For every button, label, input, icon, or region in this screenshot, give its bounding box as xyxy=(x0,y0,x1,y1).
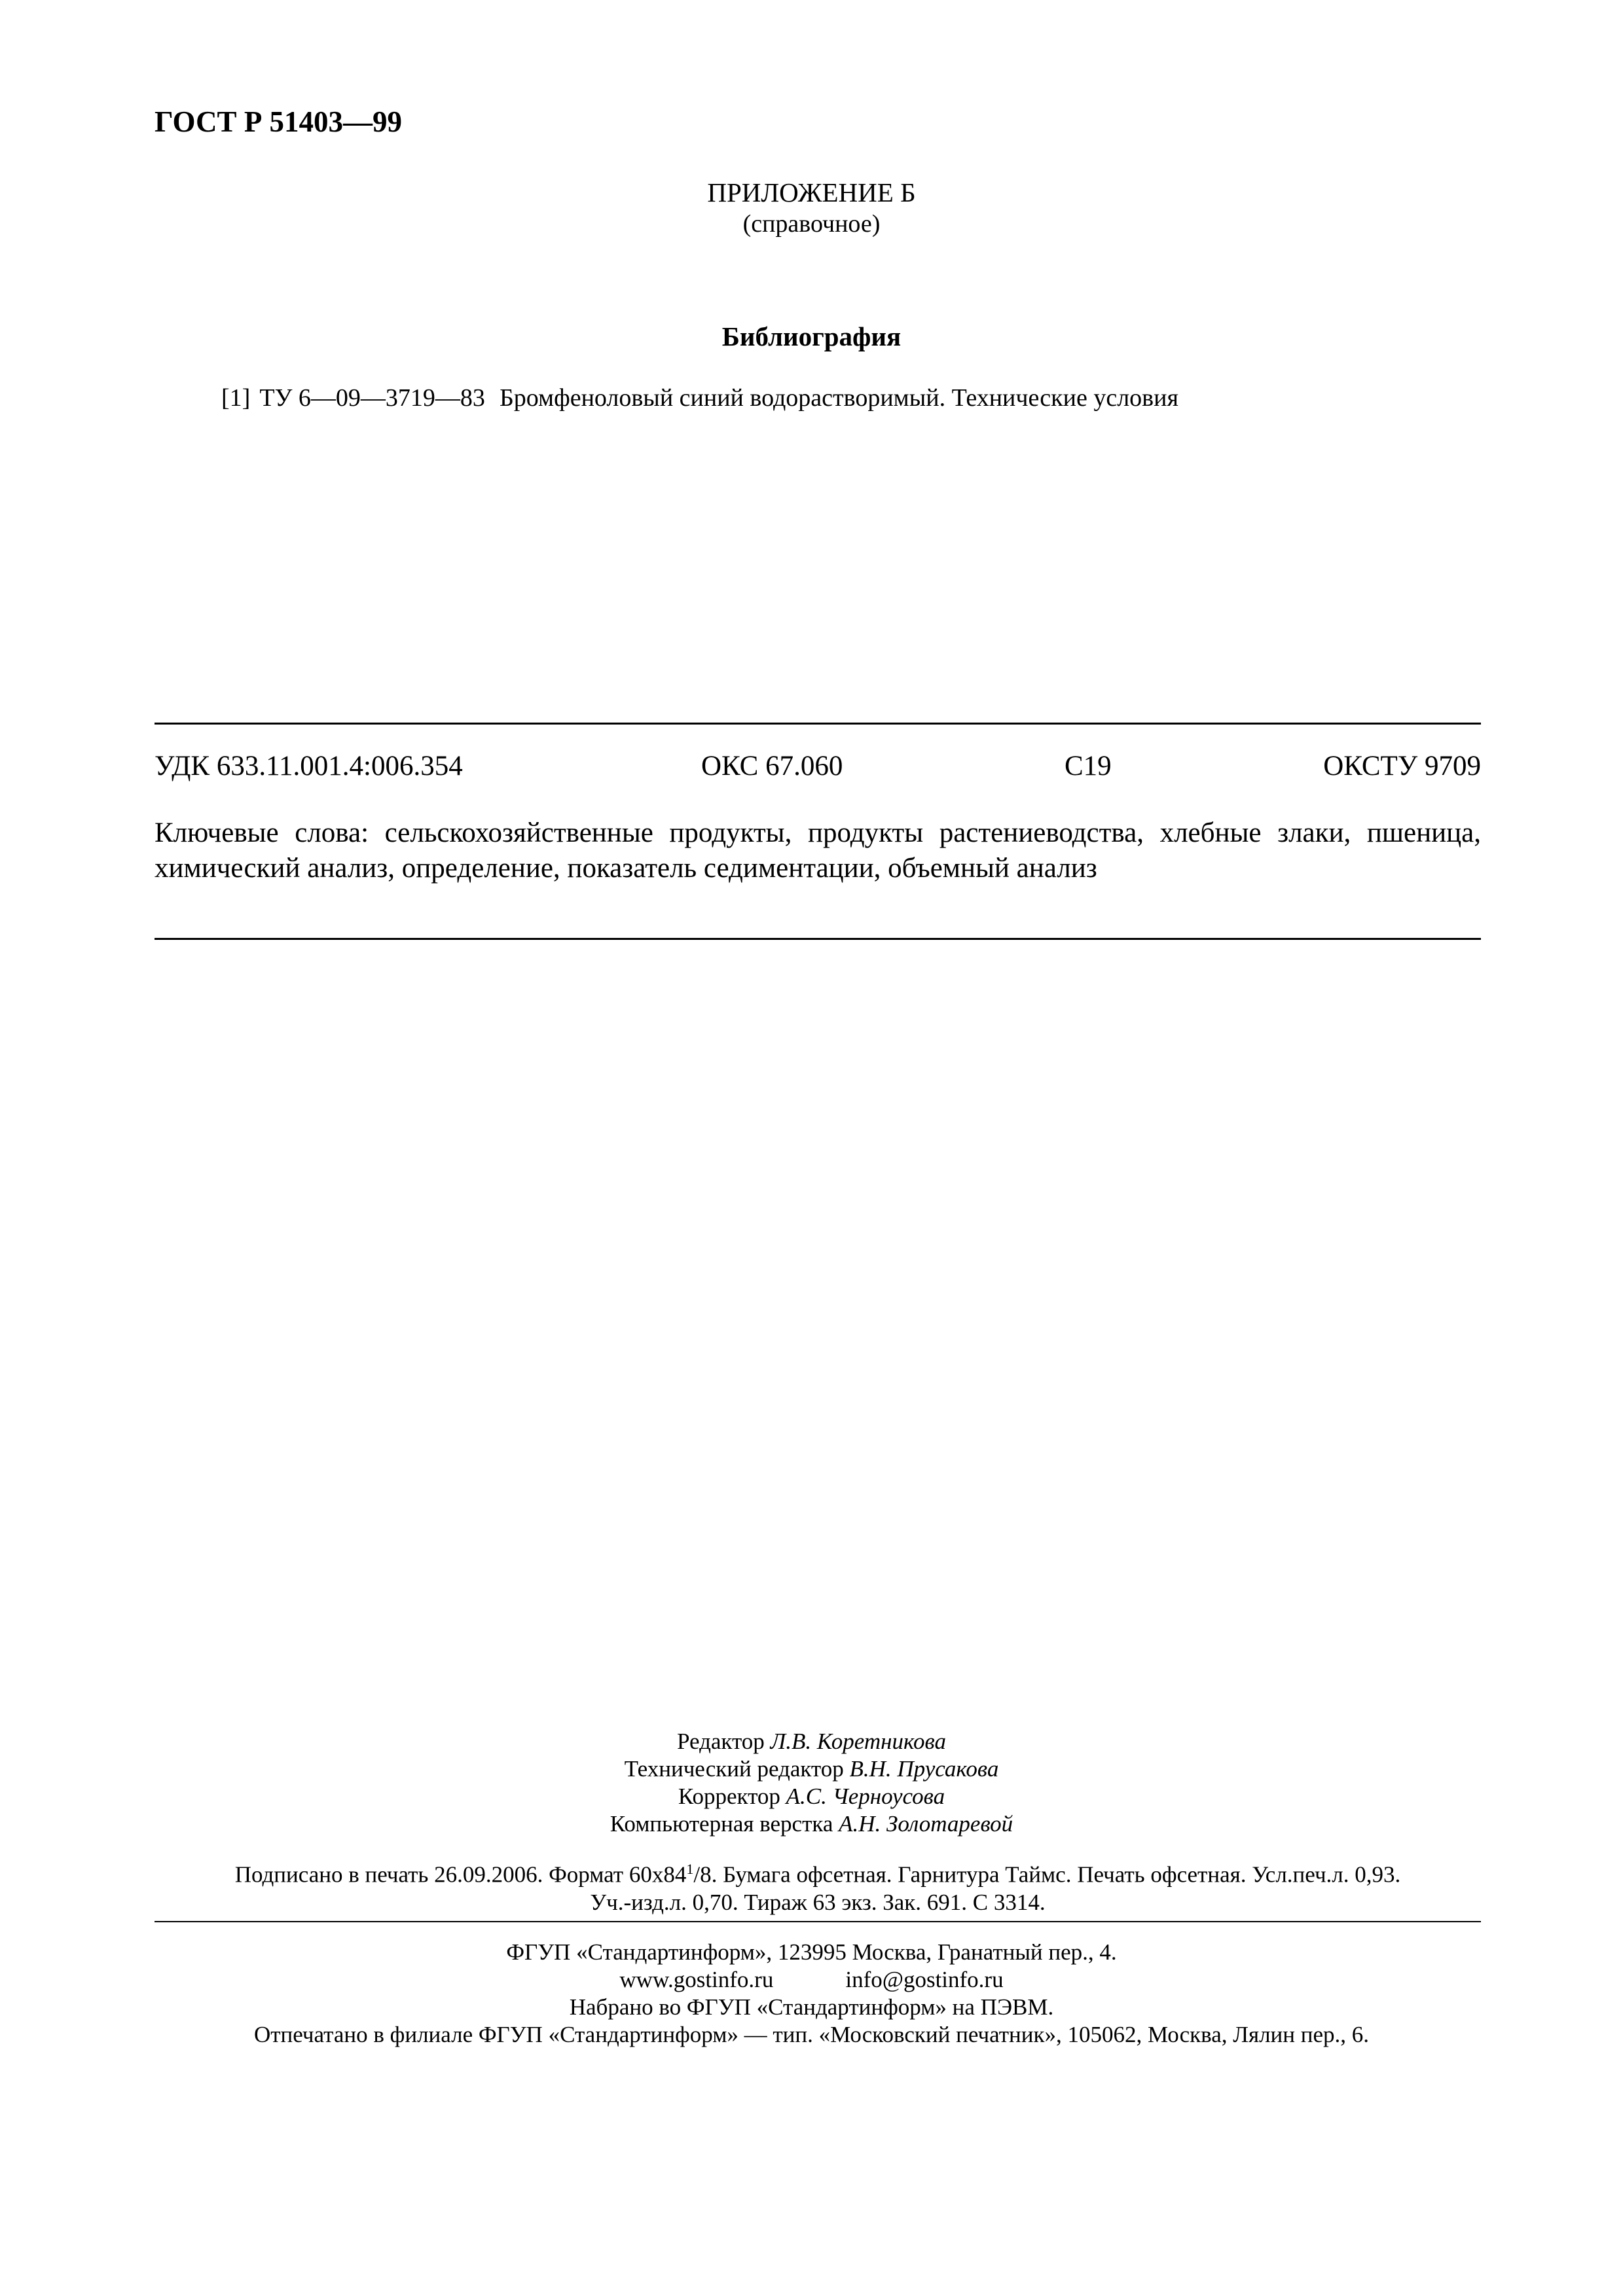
credit-role: Редактор xyxy=(677,1729,765,1754)
credit-role: Корректор xyxy=(678,1784,780,1809)
publisher-contacts xyxy=(0,1966,1623,1994)
credits-block xyxy=(0,1728,1623,1838)
entry-code: ТУ 6—09—3719—83 xyxy=(259,384,485,412)
entry-number: [1] xyxy=(221,384,251,412)
keywords: Ключевые слова: сельскохозяйственные продукты, продукты растениеводства, хлебные злаки, пшеница, химический анализ, определение, показатель седиментации, объемный анализ xyxy=(155,817,1481,884)
credit-line xyxy=(0,1783,1623,1810)
credit-name: А.С. Черноусова xyxy=(786,1784,945,1809)
credit-line xyxy=(0,1755,1623,1783)
publisher-address: ФГУП «Стандартинформ», 123995 Москва, Гранатный пер., 4. xyxy=(506,1939,1117,1965)
bibliography-entry xyxy=(221,384,1178,412)
printed-info: Отпечатано в филиале ФГУП «Стандартинформ» — тип. «Московский печатник», 105062, Москва, Лялин пер., 6. xyxy=(253,2022,1370,2047)
credit-line xyxy=(0,1810,1623,1838)
print-info-start: Подписано в печать 26.09.2006. Формат 60х84 xyxy=(234,1861,687,1888)
format-fraction-num: 1 xyxy=(686,1861,694,1877)
print-info-line2: Уч.-изд.л. 0,70. Тираж 63 экз. Зак. 691. С 3314. xyxy=(590,1889,1046,1915)
credit-line xyxy=(0,1728,1623,1755)
print-info-end: Бумага офсетная. Гарнитура Таймс. Печать офсетная. Усл.печ.л. 0,93. xyxy=(717,1861,1401,1888)
credit-role: Компьютерная верстка xyxy=(610,1811,833,1837)
divider-top xyxy=(155,723,1481,725)
bibliography-heading: Библиография xyxy=(721,321,902,351)
credit-name: В.Н. Прусакова xyxy=(849,1756,999,1782)
publisher-website[interactable]: www.gostinfo.ru xyxy=(619,1967,774,1992)
print-info xyxy=(155,1856,1481,1916)
udk-code: УДК 633.11.001.4:006.354 xyxy=(155,751,463,781)
print-info-line1 xyxy=(155,1856,1481,1889)
publisher-email[interactable]: info@gostinfo.ru xyxy=(845,1967,1004,1992)
appendix-subtitle: (справочное) xyxy=(742,210,881,238)
divider-footer xyxy=(155,1921,1481,1922)
format-fraction-den: /8. xyxy=(693,1861,718,1888)
appendix-header xyxy=(0,177,1623,240)
typeset-info: Набрано во ФГУП «Стандартинформ» на ПЭВМ. xyxy=(569,1994,1054,2020)
appendix-title: ПРИЛОЖЕНИЕ Б xyxy=(707,177,916,207)
document-id: ГОСТ Р 51403—99 xyxy=(155,105,403,138)
category-code: С19 xyxy=(1065,751,1112,781)
oks-code: ОКС 67.060 xyxy=(701,751,843,781)
credit-name: А.Н. Золотаревой xyxy=(839,1811,1013,1837)
publisher-block xyxy=(0,1939,1623,2049)
okstu-code: ОКСТУ 9709 xyxy=(1323,751,1481,781)
credit-name: Л.В. Коретникова xyxy=(770,1729,946,1754)
credit-role: Технический редактор xyxy=(624,1756,844,1782)
divider-bottom xyxy=(155,938,1481,940)
entry-text: Бромфеноловый синий водорастворимый. Технические условия xyxy=(499,384,1178,412)
